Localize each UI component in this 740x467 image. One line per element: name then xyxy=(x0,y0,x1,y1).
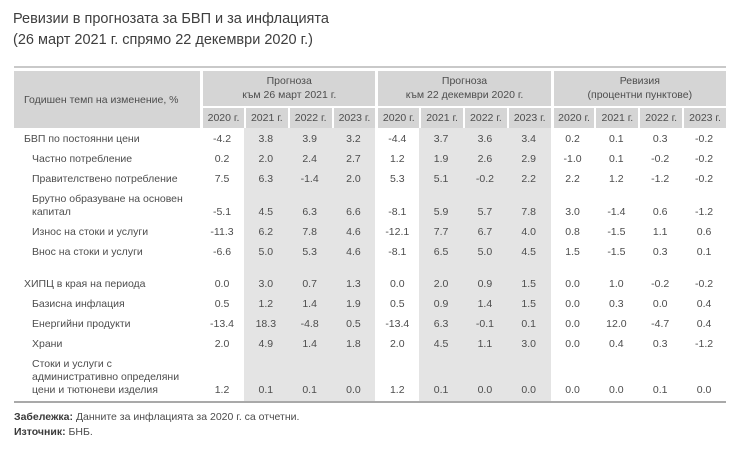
value-cell: 0.0 xyxy=(389,278,405,290)
value-cell: 2.4 xyxy=(288,150,332,170)
value-cell: 7.8 xyxy=(507,190,551,223)
value-cell: 0.0 xyxy=(696,384,712,396)
value-cell: -6.6 xyxy=(212,246,232,258)
value-cell: 7.8 xyxy=(288,223,332,243)
value-cell: 2.7 xyxy=(332,150,376,170)
value-cell: 0.5 xyxy=(332,315,376,335)
value-cell: -0.2 xyxy=(651,278,670,290)
value-cell: 1.4 xyxy=(463,295,507,315)
value-cell: 0.3 xyxy=(652,338,668,350)
value-cell: 0.4 xyxy=(609,338,624,350)
group-header-forecast-december xyxy=(375,71,550,106)
value-cell: 6.3 xyxy=(419,315,463,335)
value-cell: 5.0 xyxy=(463,243,507,263)
value-cell: 2.0 xyxy=(389,338,405,350)
value-cell: 6.5 xyxy=(419,243,463,263)
value-cell: -0.2 xyxy=(694,153,714,165)
value-cell: 1.0 xyxy=(609,278,624,290)
year-header: 2021 г. xyxy=(594,106,638,128)
value-cell: 0.0 xyxy=(565,338,580,350)
value-cell: -4.8 xyxy=(288,315,332,335)
source-text: БНБ. xyxy=(68,425,93,438)
table-row xyxy=(14,223,726,243)
value-cell: 1.5 xyxy=(565,246,580,258)
value-cell: 0.0 xyxy=(652,298,668,310)
spacer-row xyxy=(14,263,726,275)
value-cell: 2.2 xyxy=(565,173,580,185)
value-cell: 0.0 xyxy=(565,298,580,310)
value-cell: -0.2 xyxy=(463,170,507,190)
table-row xyxy=(14,190,726,223)
value-cell: 0.7 xyxy=(288,275,332,295)
table-row xyxy=(14,150,726,170)
year-header: 2021 г. xyxy=(244,106,288,128)
value-cell: 1.5 xyxy=(507,295,551,315)
forecast-table xyxy=(14,71,726,403)
value-cell: 3.7 xyxy=(419,128,463,150)
value-cell: 0.5 xyxy=(389,298,405,310)
value-cell: 2.0 xyxy=(419,275,463,295)
row-label xyxy=(14,263,200,275)
value-cell: -1.2 xyxy=(651,173,670,185)
group-header-line1: Прогноза xyxy=(266,75,312,87)
value-cell: -0.2 xyxy=(694,173,714,185)
value-cell: 7.7 xyxy=(419,223,463,243)
page-title xyxy=(13,9,740,51)
value-cell: 5.3 xyxy=(288,243,332,263)
value-cell: -0.2 xyxy=(694,278,714,290)
year-header: 2020 г. xyxy=(200,106,244,128)
year-header: 2022 г. xyxy=(288,106,332,128)
group-header-line2: към 26 март 2021 г. xyxy=(242,88,337,101)
group-header-line1: Прогноза xyxy=(441,75,488,87)
value-cell: -1.2 xyxy=(694,206,714,218)
value-cell: -4.7 xyxy=(651,318,670,330)
value-cell: 6.3 xyxy=(244,170,288,190)
value-cell: 0.0 xyxy=(507,355,551,401)
value-cell: 0.6 xyxy=(696,226,712,238)
value-cell: -11.3 xyxy=(210,226,234,238)
value-cell: 3.2 xyxy=(332,128,376,150)
value-cell: 1.9 xyxy=(419,150,463,170)
value-cell: 4.6 xyxy=(332,243,376,263)
value-cell: 0.1 xyxy=(652,384,668,396)
value-cell: 2.0 xyxy=(214,338,230,350)
note-label: Забележка: xyxy=(14,411,74,423)
value-cell: 4.5 xyxy=(419,335,463,355)
value-cell: 6.7 xyxy=(463,223,507,243)
year-header: 2022 г. xyxy=(463,106,507,128)
value-cell: 0.1 xyxy=(609,133,624,145)
value-cell: 3.9 xyxy=(288,128,332,150)
value-cell: 18.3 xyxy=(244,315,288,335)
value-cell: -5.1 xyxy=(212,206,232,218)
table-row xyxy=(14,295,726,315)
row-label: БВП по постоянни цени xyxy=(24,133,140,145)
value-cell: 0.1 xyxy=(609,153,624,165)
row-label: Правителствено потребление xyxy=(32,173,178,185)
value-cell: -1.5 xyxy=(607,226,626,238)
year-header: 2023 г. xyxy=(507,106,551,128)
value-cell: 0.0 xyxy=(332,355,376,401)
note-text: Данните за инфлацията за 2020 г. са отчетни. xyxy=(75,411,300,423)
value-cell: 2.0 xyxy=(244,150,288,170)
value-cell: 4.9 xyxy=(244,335,288,355)
value-cell: -0.2 xyxy=(694,133,714,145)
value-cell xyxy=(244,263,288,275)
value-cell: 4.6 xyxy=(332,223,376,243)
table-body xyxy=(14,128,726,401)
value-cell: -12.1 xyxy=(385,226,410,238)
value-cell: -1.0 xyxy=(563,153,582,165)
value-cell: 0.3 xyxy=(652,246,668,258)
value-cell: 6.2 xyxy=(244,223,288,243)
value-cell: 0.4 xyxy=(696,298,712,310)
group-header-line1: Ревизия xyxy=(619,75,660,87)
table-row xyxy=(14,243,726,263)
value-cell: 5.0 xyxy=(244,243,288,263)
value-cell: 3.6 xyxy=(463,128,507,150)
value-cell xyxy=(288,263,332,275)
year-header: 2020 г. xyxy=(375,106,419,128)
value-cell: 1.1 xyxy=(652,226,668,238)
row-label: Внос на стоки и услуги xyxy=(32,246,143,258)
value-cell: 0.1 xyxy=(507,315,551,335)
group-header-line2: към 22 декември 2020 г. xyxy=(405,88,524,101)
value-cell: 2.0 xyxy=(332,170,376,190)
value-cell: 1.9 xyxy=(332,295,376,315)
value-cell: 0.0 xyxy=(565,278,580,290)
value-cell: 1.4 xyxy=(288,335,332,355)
source-label: Източник: xyxy=(14,425,66,438)
value-cell: 12.0 xyxy=(606,318,627,330)
value-cell: -13.4 xyxy=(210,318,234,330)
value-cell: -0.2 xyxy=(651,153,670,165)
value-cell xyxy=(551,263,595,275)
group-header-revision xyxy=(551,71,726,106)
value-cell: 2.2 xyxy=(507,170,551,190)
value-cell: -8.1 xyxy=(388,206,407,218)
value-cell: 1.8 xyxy=(332,335,376,355)
table-row xyxy=(14,335,726,355)
year-header: 2023 г. xyxy=(332,106,376,128)
row-label: Частно потребление xyxy=(32,153,133,165)
value-cell xyxy=(507,263,551,275)
value-cell: -1.4 xyxy=(607,206,626,218)
value-cell: 5.7 xyxy=(463,190,507,223)
year-header: 2020 г. xyxy=(551,106,595,128)
value-cell: 0.0 xyxy=(214,278,230,290)
value-cell: -1.2 xyxy=(694,338,714,350)
table-row xyxy=(14,128,726,150)
year-header: 2021 г. xyxy=(419,106,463,128)
value-cell: 3.0 xyxy=(244,275,288,295)
year-header: 2022 г. xyxy=(638,106,682,128)
corner-label: Годишен темп на изменение, % xyxy=(14,71,200,128)
value-cell: 1.1 xyxy=(463,335,507,355)
value-cell: 2.6 xyxy=(463,150,507,170)
value-cell: 0.1 xyxy=(696,246,712,258)
value-cell: -0.1 xyxy=(463,315,507,335)
note-line xyxy=(14,410,740,425)
value-cell: -4.2 xyxy=(212,133,232,145)
value-cell: 0.2 xyxy=(565,133,580,145)
value-cell: 0.4 xyxy=(696,318,712,330)
value-cell: 3.4 xyxy=(507,128,551,150)
value-cell: 4.5 xyxy=(507,243,551,263)
value-cell: 5.9 xyxy=(419,190,463,223)
value-cell: 0.0 xyxy=(565,318,580,330)
value-cell: 0.5 xyxy=(214,298,230,310)
value-cell: 1.2 xyxy=(609,173,624,185)
value-cell: 0.3 xyxy=(652,133,668,145)
table-top-rule xyxy=(14,66,726,68)
value-cell: 6.3 xyxy=(288,190,332,223)
value-cell: 0.1 xyxy=(244,355,288,401)
value-cell xyxy=(419,263,463,275)
table-row xyxy=(14,275,726,295)
table-notes xyxy=(14,410,740,439)
value-cell: 1.2 xyxy=(389,153,405,165)
value-cell: 3.8 xyxy=(244,128,288,150)
title-line1: Ревизии в прогнозата за БВП и за инфлацията xyxy=(13,11,329,27)
value-cell: 1.4 xyxy=(288,295,332,315)
value-cell: 3.0 xyxy=(565,206,580,218)
row-label: ХИПЦ в края на периода xyxy=(24,278,146,290)
value-cell: -13.4 xyxy=(385,318,410,330)
value-cell: 0.9 xyxy=(419,295,463,315)
row-label: Храни xyxy=(32,338,63,350)
value-cell: -1.5 xyxy=(607,246,626,258)
value-cell: 0.3 xyxy=(609,298,624,310)
value-cell: 1.3 xyxy=(332,275,376,295)
group-header-forecast-march xyxy=(200,71,375,106)
value-cell: 3.0 xyxy=(507,335,551,355)
year-header: 2023 г. xyxy=(682,106,726,128)
value-cell: 1.2 xyxy=(389,384,405,396)
table-row xyxy=(14,170,726,190)
value-cell: 0.0 xyxy=(565,384,580,396)
title-line2: (26 март 2021 г. спрямо 22 декември 2020 г.) xyxy=(13,32,313,48)
row-label: Износ на стоки и услуги xyxy=(32,226,149,238)
value-cell xyxy=(200,263,244,275)
value-cell xyxy=(375,263,419,275)
value-cell: 0.1 xyxy=(419,355,463,401)
value-cell: 0.2 xyxy=(214,153,230,165)
group-header-row xyxy=(14,71,726,106)
value-cell: 1.2 xyxy=(244,295,288,315)
value-cell: 4.0 xyxy=(507,223,551,243)
row-label: Базисна инфлация xyxy=(32,298,125,310)
table-row xyxy=(14,355,726,401)
row-label: Брутно образуване на основен капитал xyxy=(32,193,183,218)
value-cell xyxy=(332,263,376,275)
source-line xyxy=(14,425,740,440)
value-cell xyxy=(682,263,726,275)
value-cell: 4.5 xyxy=(244,190,288,223)
value-cell: 0.0 xyxy=(609,384,624,396)
value-cell: -8.1 xyxy=(388,246,407,258)
value-cell xyxy=(638,263,682,275)
row-label: Енергийни продукти xyxy=(32,318,131,330)
value-cell: 0.0 xyxy=(463,355,507,401)
value-cell: 0.8 xyxy=(565,226,580,238)
value-cell: 0.9 xyxy=(463,275,507,295)
table-row xyxy=(14,315,726,335)
value-cell xyxy=(594,263,638,275)
value-cell: 6.6 xyxy=(332,190,376,223)
row-label: Стоки и услуги с административно определяни цени и тютюневи изделия xyxy=(32,358,180,396)
value-cell: 7.5 xyxy=(214,173,230,185)
value-cell: 1.2 xyxy=(214,384,230,396)
value-cell: 2.9 xyxy=(507,150,551,170)
value-cell xyxy=(463,263,507,275)
value-cell: 0.6 xyxy=(652,206,668,218)
value-cell: 5.3 xyxy=(389,173,405,185)
value-cell: -4.4 xyxy=(388,133,407,145)
value-cell: 1.5 xyxy=(507,275,551,295)
value-cell: 0.1 xyxy=(288,355,332,401)
group-header-line2: (процентни пунктове) xyxy=(587,88,693,101)
value-cell: -1.4 xyxy=(288,170,332,190)
value-cell: 5.1 xyxy=(419,170,463,190)
